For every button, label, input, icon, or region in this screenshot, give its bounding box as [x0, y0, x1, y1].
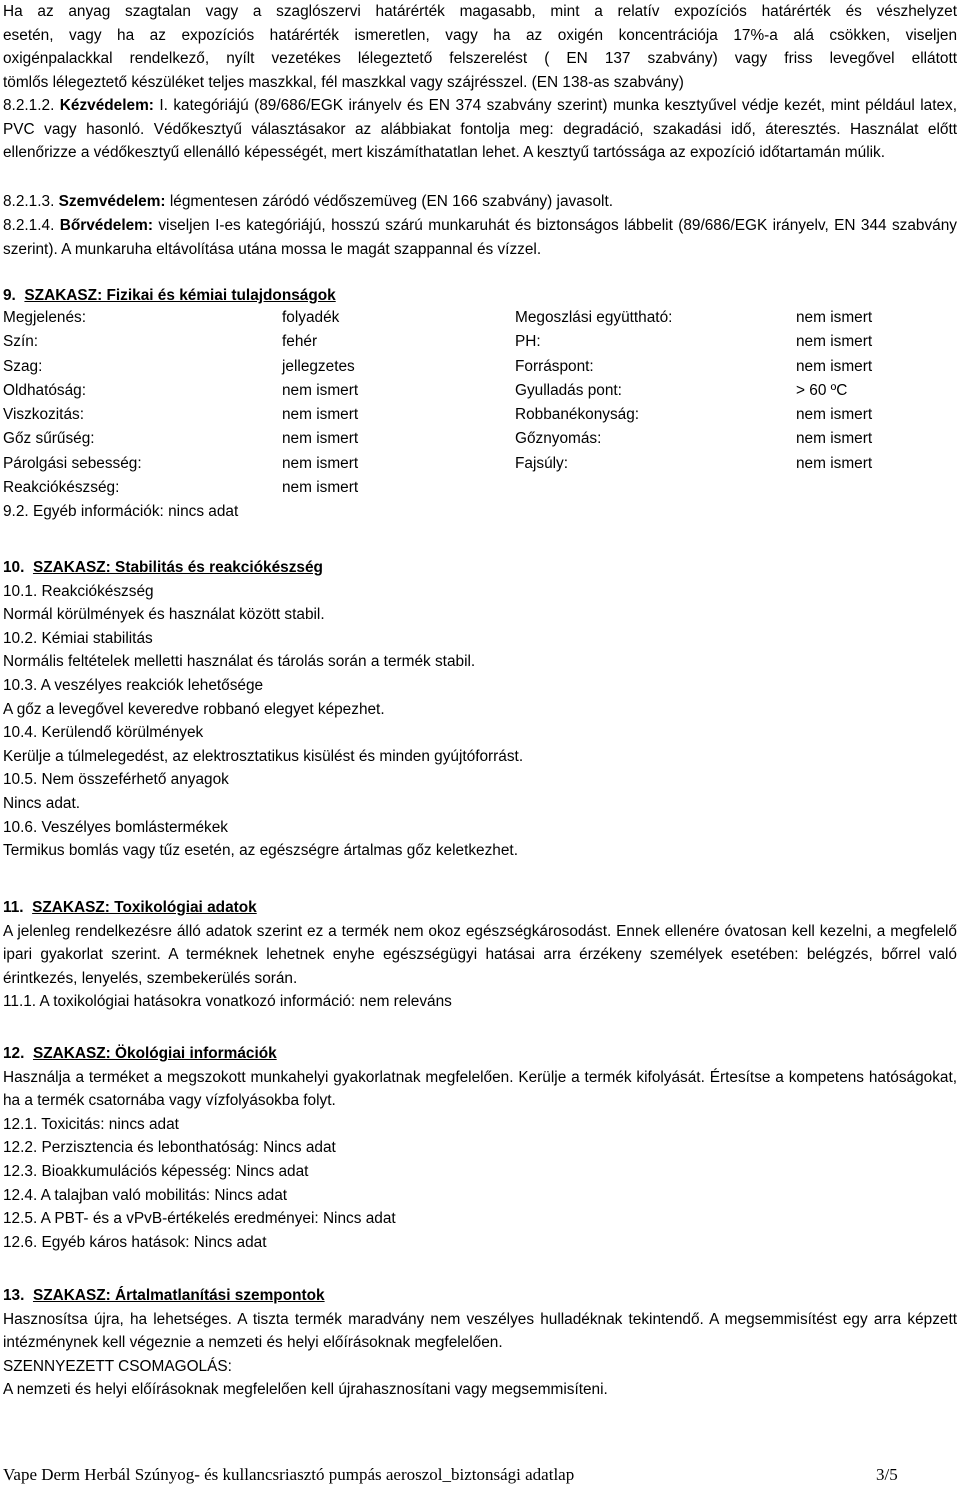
property-label: PH:: [515, 333, 541, 351]
property-label: Robbanékonyság:: [515, 406, 640, 424]
page-footer: [3, 1465, 903, 1485]
subsection-number: 8.2.1.3.: [3, 193, 55, 210]
property-value: nem ismert: [796, 406, 873, 424]
section-title: SZAKASZ: Toxikológiai adatok: [32, 899, 257, 916]
properties-row: [3, 476, 957, 500]
section-number: 10.: [3, 559, 25, 576]
property-value: nem ismert: [282, 479, 359, 497]
property-label: Oldhatóság:: [3, 381, 86, 399]
subsection-label: Szemvédelem:: [58, 193, 166, 210]
section-title: SZAKASZ: Ártalmatlanítási szempontok: [32, 1287, 325, 1304]
section-number: 11.: [3, 899, 24, 916]
subsection-text: Normális feltételek melletti használat és tárolás során a termék stabil.: [3, 653, 476, 671]
subsection-text: SZENNYEZETT CSOMAGOLÁS:: [3, 1357, 232, 1375]
subsection-text: 12.4. A talajban való mobilitás: Nincs adat: [3, 1186, 288, 1204]
subsection-label: Kézvédelem:: [59, 97, 154, 114]
paragraph-line: Ha az anyag szagtalan vagy a szaglószervi határérték magasabb, mint a relatív expozíciós határérték és vészhelyzet: [3, 3, 957, 20]
section-paragraph: Használja a terméket a megszokott munkahelyi gyakorlatnak megfelelően. Kerülje a termék kifolyását. Értesítse a kompetens hatóságokat, ha a termék csatornába vagy vízfolyásokba folyt.: [3, 1068, 957, 1110]
subsection-text: 11.1. A toxikológiai hatásokra vonatkozó információ: nem releváns: [3, 993, 452, 1011]
properties-table: [3, 306, 957, 524]
property-value: nem ismert: [796, 430, 873, 448]
subsection-text: viseljen I-es kategóriájú, hosszú szárú munkaruhát és biztonságos lábbelit (89/686/EGK irányelv, EN 344 szabvány szerint). A munkaruha eltávolítása utána mossa le magát szappannal és vízzel.: [3, 217, 957, 258]
property-value: fehér: [282, 333, 318, 351]
subsection-text: I. kategóriájú (89/686/EGK irányelv és EN 374 szabvány szerint) munka kesztyűvel védje kezét, mint például latex, PVC vagy hasonló. Védőkesztyű választásakor az alábbiakat fontolja meg: degradáció, szakadási idő, áteresztés. Használat előtt ellenőrizze a védőkesztyű ellenálló képességét, mert kiszámíthatatlan lehet. A kesztyű tartóssága az expozíció időtartamán múlik.: [3, 97, 958, 162]
property-value: nem ismert: [796, 309, 873, 326]
subsection-title: 10.3. A veszélyes reakciók lehetősége: [3, 676, 264, 694]
properties-row: [3, 452, 957, 476]
section-heading: [3, 1042, 957, 1066]
paragraph-line: esetén, vagy ha az expozíciós határérték ismeretlen, vagy ha az oxigén koncentrációja 17%-a alá csökken, viseljen: [3, 26, 957, 44]
property-label: Gőz sűrűség:: [3, 430, 95, 448]
property-value: nem ismert: [282, 406, 359, 424]
property-label: Fajsúly:: [515, 454, 569, 472]
property-value: > 60 ºC: [796, 381, 848, 399]
subsection-title: 10.5. Nem összeférhető anyagok: [3, 771, 229, 789]
section-number: 13.: [3, 1287, 25, 1304]
subsection-title: 10.2. Kémiai stabilitás: [3, 629, 153, 647]
property-label: Párolgási sebesség:: [3, 454, 142, 472]
properties-row: [3, 427, 957, 451]
subsection-number: 8.2.1.4.: [3, 217, 55, 234]
property-label: Gyulladás pont:: [515, 381, 622, 399]
subsection-label: Bőrvédelem:: [59, 217, 153, 234]
section-heading: [3, 896, 957, 920]
section-heading: [3, 284, 957, 308]
eye-protection-paragraph: [3, 190, 957, 214]
property-label: Viszkozitás:: [3, 406, 84, 424]
subsection-title: 10.4. Kerülendő körülmények: [3, 724, 204, 742]
subsection-text: Nincs adat.: [3, 794, 80, 812]
section-heading: [3, 556, 957, 580]
property-label: Megjelenés:: [3, 309, 86, 326]
subsection-text: Termikus bomlás vagy tűz esetén, az egészségre ártalmas gőz keletkezhet.: [3, 842, 518, 860]
subsection-text: 12.2. Perzisztencia és lebonthatóság: Nincs adat: [3, 1139, 336, 1157]
section-9: [3, 284, 957, 308]
section-paragraph: Hasznosítsa újra, ha lehetséges. A tiszta termék maradvány nem veszélyes hulladéknak tekintendő. A megsemmisítést egy arra képzett intézménynek kell végeznie a nemzeti és helyi előírásoknak megfelelően.: [3, 1310, 957, 1352]
subsection-text: légmentesen záródó védőszemüveg (EN 166 szabvány) javasolt.: [169, 193, 613, 210]
subsection-text: A nemzeti és helyi előírásoknak megfelelően kell újrahasznosítani vagy megsemmisíteni.: [3, 1381, 608, 1399]
properties-row: [3, 306, 957, 330]
section-10: [3, 556, 957, 863]
skin-protection-paragraph: [3, 214, 957, 261]
section-number: 9.: [3, 287, 16, 304]
section-12: [3, 1042, 957, 1254]
property-value: nem ismert: [282, 430, 359, 448]
property-label: Szín:: [3, 333, 39, 351]
page-number: 3/5: [876, 1465, 898, 1484]
subsection-text: A gőz a levegővel keveredve robbanó elegyet képezhet.: [3, 700, 385, 718]
paragraph-line: oxigénpalackkal rendelkező, nyílt vezetékes lélegeztető felszerelést ( EN 137 szabvány) vagy friss levegővel ellátott: [3, 50, 957, 68]
hand-protection-paragraph: [3, 94, 957, 165]
section-title: SZAKASZ: Ökológiai információk: [32, 1045, 277, 1062]
section-11: [3, 896, 957, 1014]
properties-row: [3, 403, 957, 427]
subsection-title: 10.6. Veszélyes bomlástermékek: [3, 818, 228, 836]
property-label: Gőznyomás:: [515, 430, 602, 448]
subsection-title: 10.1. Reakciókészség: [3, 582, 154, 600]
property-value: nem ismert: [796, 454, 873, 472]
property-label: Szag:: [3, 357, 43, 375]
subsection-text: Normál körülmények és használat között stabil.: [3, 606, 325, 624]
property-value: nem ismert: [796, 333, 873, 351]
subsection-text: 12.3. Bioakkumulációs képesség: Nincs adat: [3, 1162, 309, 1180]
section-title: SZAKASZ: Fizikai és kémiai tulajdonságok: [24, 287, 336, 304]
section-paragraph: A jelenleg rendelkezésre álló adatok szerint ez a termék nem okoz egészségkárosodást. Ennek ellenére óvatosan kell kezelni, a megfelelő ipari gyakorlat szerint. A terméknek lehetnek enyhe egészségügyi hatásai arra érzékeny személyek esetében: belégzés, bőrrel való érintkezés, lenyelés, szembekerülés során.: [3, 922, 957, 987]
property-value: nem ismert: [282, 454, 359, 472]
property-value: nem ismert: [796, 357, 873, 375]
section-heading: [3, 1284, 957, 1308]
document-title: Vape Derm Herbál Szúnyog- és kullancsriasztó pumpás aeroszol_biztonsági adatlap: [3, 1465, 575, 1484]
property-label: Forráspont:: [515, 357, 594, 375]
property-label: Megoszlási együttható:: [515, 309, 673, 326]
property-value: nem ismert: [282, 381, 359, 399]
subsection-text: 12.1. Toxicitás: nincs adat: [3, 1115, 179, 1133]
subsection-text: 12.6. Egyéb káros hatások: Nincs adat: [3, 1233, 267, 1251]
section-number: 12.: [3, 1045, 25, 1062]
subsection-text: 12.5. A PBT- és a vPvB-értékelés eredményei: Nincs adat: [3, 1210, 396, 1228]
other-information: 9.2. Egyéb információk: nincs adat: [3, 503, 239, 521]
properties-row: [3, 355, 957, 379]
properties-row: [3, 330, 957, 354]
section-title: SZAKASZ: Stabilitás és reakciókészség: [32, 559, 323, 576]
subsection-number: 8.2.1.2.: [3, 97, 55, 114]
section-13: [3, 1284, 957, 1402]
respiratory-protection-paragraph: [3, 0, 957, 94]
subsection-text: Kerülje a túlmelegedést, az elektrosztatikus kisülést és minden gyújtóforrást.: [3, 747, 524, 765]
properties-row: [3, 379, 957, 403]
property-value: folyadék: [282, 309, 340, 326]
paragraph-line: tömlős lélegeztető készüléket teljes maszkkal, fél maszkkal vagy szájrésszel. (EN 138-as szabvány): [3, 73, 684, 91]
property-value: jellegzetes: [282, 357, 355, 375]
property-label: Reakciókészség:: [3, 479, 120, 497]
